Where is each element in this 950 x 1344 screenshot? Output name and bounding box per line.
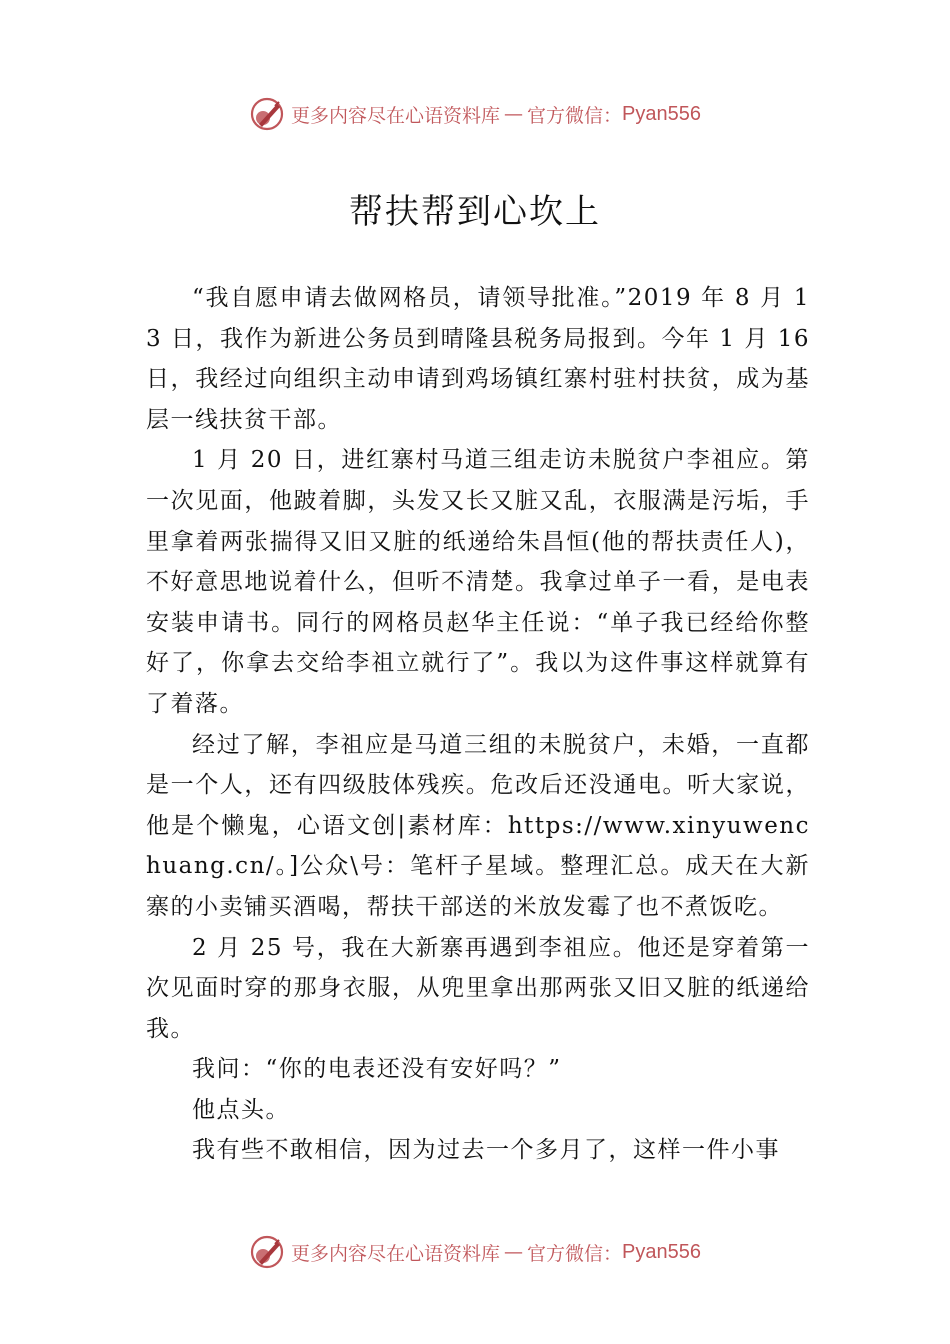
paragraph: 1 月 20 日，进红寨村马道三组走访未脱贫户李祖应。第一次见面，他跛着脚，头发又长又脏又乱，衣服满是污垢，手里拿着两张揣得又旧又脏的纸递给朱昌恒(他的帮扶责任人)，不好意思地说着什么，但听不清楚。我拿过单子一看，是电表安装申请书。同行的网格员赵华主任说：“单子我已经给你整好了，你拿去交给李祖立就行了”。我以为这件事这样就算有了着落。 [146, 447, 810, 717]
paragraph: 我有些不敢相信，因为过去一个多月了，这样一件小事 [192, 1137, 780, 1164]
banner-separator: — [504, 1241, 524, 1263]
header-banner [0, 94, 950, 134]
pen-logo-icon [249, 96, 285, 132]
document-body [146, 278, 810, 1171]
document-title: 帮扶帮到心坎上 [349, 192, 601, 232]
paragraph: 经过了解，李祖应是马道三组的未脱贫户，未婚，一直都是一个人，还有四级肢体残疾。危改后还没通电。听大家说，他是个懒鬼，心语文创|素材库：https://www.xinyuwenchuang.cn/。]公众\号：笔杆子星域。整理汇总。成天在大新寨的小卖铺买酒喝，帮扶干部送的米放发霉了也不煮饭吃。 [146, 731, 810, 920]
banner-wechat-label: 官方微信： [527, 1242, 623, 1265]
pen-logo-icon [249, 1234, 285, 1270]
paragraph: 我问：“你的电表还没有安好吗？” [192, 1056, 562, 1083]
footer-banner [0, 1232, 950, 1272]
banner-wechat-id: Pyan556 [622, 1240, 701, 1263]
banner-wechat-id: Pyan556 [622, 102, 701, 125]
banner-text: 更多内容尽在心语资料库 [291, 104, 501, 127]
banner-separator: — [504, 103, 524, 125]
paragraph: 他点头。 [192, 1096, 290, 1123]
banner-text: 更多内容尽在心语资料库 [291, 1242, 501, 1265]
banner-wechat-label: 官方微信： [527, 104, 623, 127]
paragraph: “我自愿申请去做网格员，请领导批准。”2019 年 8 月 13 日，我作为新进公务员到晴隆县税务局报到。今年 1 月 16 日，我经过向组织主动申请到鸡场镇红寨村驻村扶贫，成为基层一线扶贫干部。 [146, 285, 810, 433]
paragraph: 2 月 25 号，我在大新寨再遇到李祖应。他还是穿着第一次见面时穿的那身衣服，从兜里拿出那两张又旧又脏的纸递给我。 [146, 934, 810, 1042]
